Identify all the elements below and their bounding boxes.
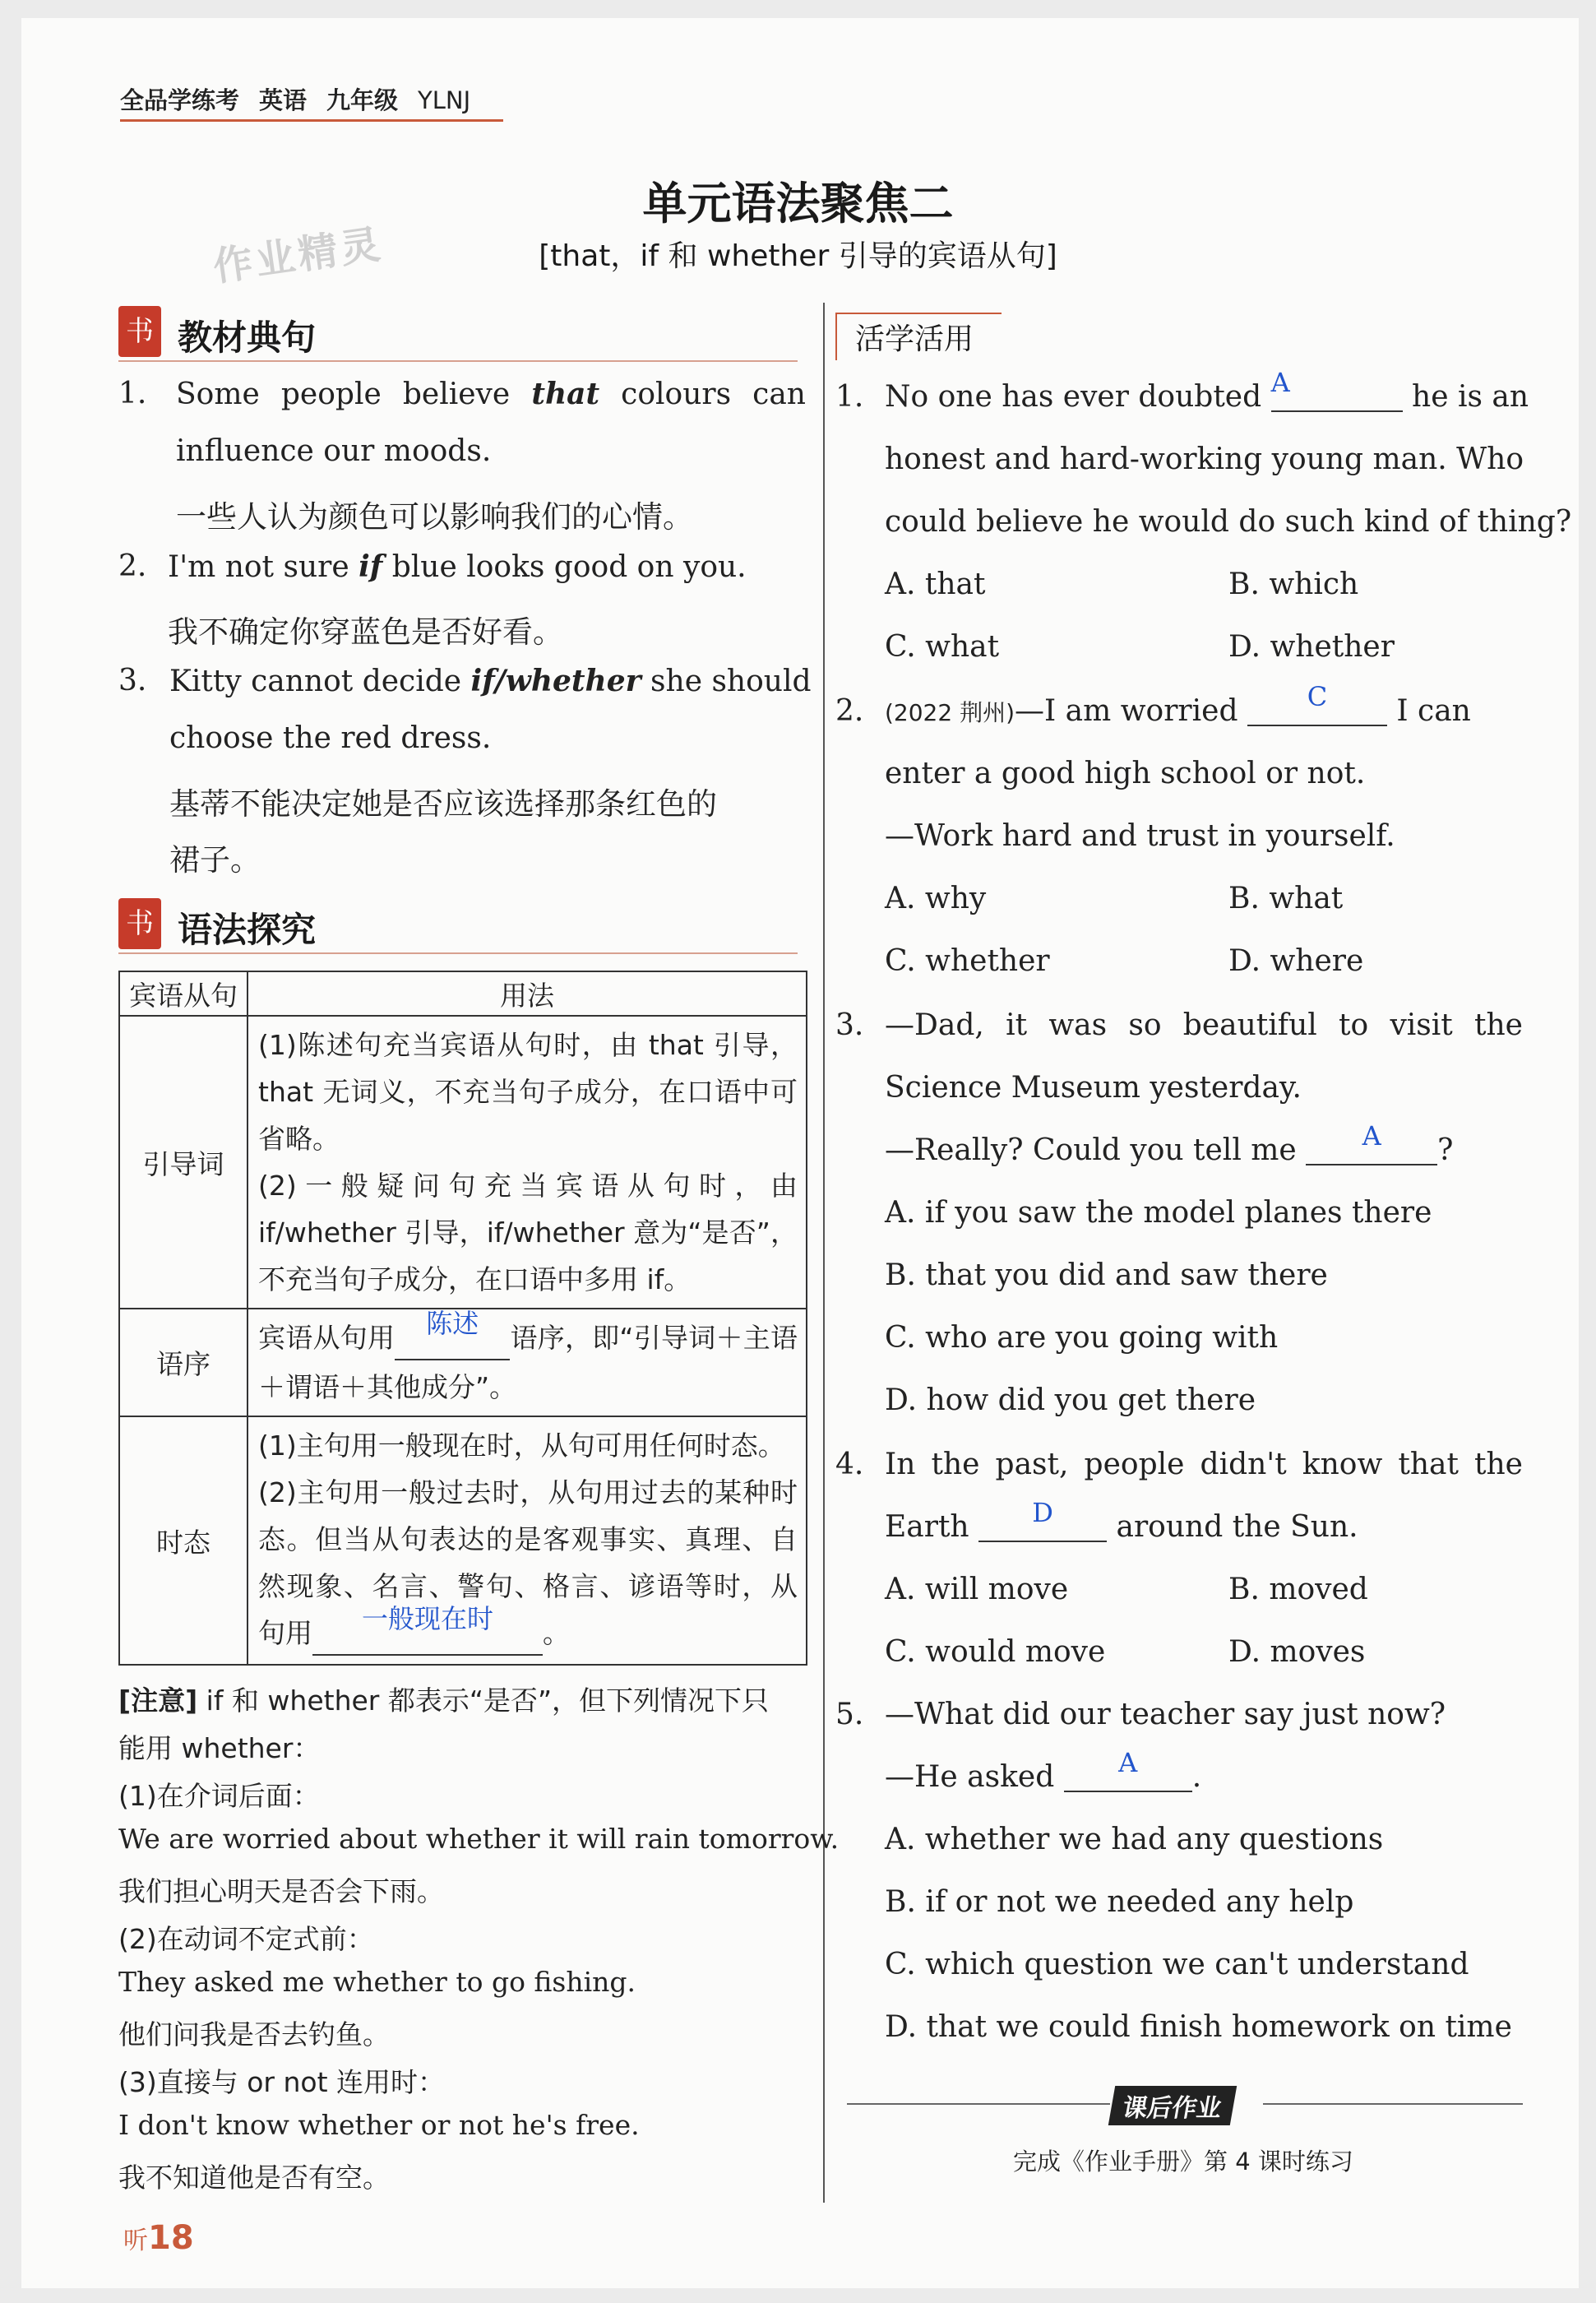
sentence-3-zh: 基蒂不能决定她是否应该选择那条红色的	[169, 786, 717, 822]
q4-number: 4.	[835, 1448, 864, 1481]
sentence-2-zh: 我不确定你穿蓝色是否好看。	[168, 614, 563, 650]
book-header	[120, 82, 490, 116]
page-subtitle: [that，if 和 whether 引导的宾语从句]	[539, 239, 1057, 273]
note-case-1: (1)在介词后面：	[118, 1780, 320, 1812]
q1-option-a[interactable]: A. that	[885, 568, 986, 601]
q2-option-d[interactable]: D. where	[1228, 944, 1364, 978]
q2-option-c[interactable]: C. whether	[885, 944, 1050, 978]
q4-stem: In the past, people didn't know that the	[885, 1448, 1523, 1481]
sentence-2-en: I'm not sure if blue looks good on you.	[168, 549, 747, 584]
q3-reply: —Really? Could you tell me A ?	[885, 1120, 1454, 1167]
sentence-1-number: 1.	[118, 377, 147, 410]
q2-option-b[interactable]: B. what	[1228, 882, 1344, 915]
note-case-3-translation: 我不知道他是否有空。	[118, 2162, 390, 2194]
table-header-usage: 用法	[247, 971, 807, 1016]
row-connectives-usage: (1)陈述句充当宾语从句时，由 that 引导，that 无词义，不充当句子成分，在口语中可省略。 (2)一般疑问句充当宾语从句时，由 if/whether 引导，if/whether 意为“是否”，不充当句子成分，在口语中多用 if。	[247, 1016, 807, 1309]
row-label-word-order: 语序	[119, 1309, 247, 1416]
section-title-practice: 活学活用	[855, 322, 974, 356]
note-case-2-example: They asked me whether to go fishing.	[118, 1966, 636, 1998]
answer-blank: 一般现在时	[361, 1603, 493, 1634]
q1-option-b[interactable]: B. which	[1228, 568, 1359, 601]
homework-badge: 课后作业	[1108, 2086, 1237, 2125]
homework-instruction: 完成《作业手册》第 4 课时练习	[1013, 2148, 1353, 2176]
q2-stem: (2022 荆州)—I am worried C I can	[885, 681, 1471, 728]
q1-stem-cont2: could believe he would do such kind of thing?	[885, 505, 1572, 539]
homework-rule-left	[847, 2103, 1110, 2105]
q5-option-a[interactable]: A. whether we had any questions	[885, 1823, 1384, 1856]
sentence-2-number: 2.	[118, 549, 147, 583]
book-icon: 书	[118, 306, 161, 357]
note-heading: [注意] if 和 whether 都表示“是否”，但下列情况下只	[118, 1684, 770, 1717]
q3-stem: —Dad, it was so beautiful to visit the	[885, 1008, 1523, 1042]
header-underline	[120, 119, 503, 122]
row-label-connectives: 引导词	[119, 1016, 247, 1309]
q1-option-c[interactable]: C. what	[885, 630, 1000, 664]
sentence-3-number: 3.	[118, 664, 147, 697]
note-case-1-translation: 我们担心明天是否会下雨。	[118, 1875, 444, 1907]
sentence-3-en-cont: choose the red dress.	[169, 721, 492, 755]
row-label-tense: 时态	[119, 1416, 247, 1665]
watermark: 作业精灵	[210, 220, 386, 291]
q4-answer: D	[1032, 1497, 1053, 1528]
q1-option-d[interactable]: D. whether	[1228, 630, 1395, 664]
q4-option-b[interactable]: B. moved	[1228, 1573, 1368, 1606]
section-underline	[118, 360, 798, 362]
q3-option-b[interactable]: B. that you did and saw there	[885, 1258, 1328, 1292]
row-tense-usage: (1)主句用一般现在时，从句可用任何时态。 (2)主句用一般过去时，从句用过去的某种时态。但当从句表达的是客观事实、真理、自然现象、名言、警句、格言、谚语等时，从句用 一般现在时 。	[247, 1416, 807, 1665]
q2-reply: —Work hard and trust in yourself.	[885, 819, 1395, 853]
q1-answer: A	[1270, 367, 1290, 398]
note-case-3: (3)直接与 or not 连用时：	[118, 2066, 446, 2098]
q2-number: 2.	[835, 694, 864, 728]
q3-option-a[interactable]: A. if you saw the model planes there	[885, 1196, 1432, 1230]
section-title-textbook-sentences: 教材典句	[178, 317, 317, 358]
subject: 英语	[259, 86, 308, 114]
sentence-3-zh-cont: 裙子。	[169, 842, 261, 878]
q4-stem-cont: Earth D around the Sun.	[885, 1497, 1358, 1544]
q5-option-c[interactable]: C. which question we can't understand	[885, 1948, 1469, 1981]
q5-answer: A	[1118, 1747, 1138, 1778]
q1-stem: No one has ever doubted A he is an	[885, 367, 1529, 414]
q4-option-a[interactable]: A. will move	[885, 1573, 1069, 1606]
q3-answer: A	[1362, 1120, 1381, 1152]
homework-rule-right	[1263, 2103, 1523, 2105]
q5-number: 5.	[835, 1698, 864, 1731]
sentence-1-zh: 一些人认为颜色可以影响我们的心情。	[176, 499, 693, 535]
q1-number: 1.	[835, 380, 864, 414]
q5-option-b[interactable]: B. if or not we needed any help	[885, 1885, 1354, 1919]
edition: YLNJ	[418, 86, 471, 114]
series-name: 全品学练考	[120, 86, 240, 114]
q2-option-a[interactable]: A. why	[885, 882, 987, 915]
q4-option-c[interactable]: C. would move	[885, 1635, 1106, 1669]
sentence-3-en: Kitty cannot decide if/whether she should	[169, 664, 812, 698]
note-case-2-translation: 他们问我是否去钓鱼。	[118, 2018, 390, 2050]
table-header-clause: 宾语从句	[119, 971, 247, 1016]
q5-reply: —He asked A .	[885, 1747, 1202, 1794]
note-case-3-example: I don't know whether or not he's free.	[118, 2109, 640, 2141]
q5-option-d[interactable]: D. that we could finish homework on time	[885, 2010, 1512, 2044]
q2-stem-cont: enter a good high school or not.	[885, 757, 1366, 790]
sentence-1-en-cont: influence our moods.	[176, 434, 492, 468]
grammar-table	[118, 971, 807, 1666]
note-heading-cont: 能用 whether：	[118, 1732, 321, 1764]
page-number: 听18	[123, 2219, 194, 2257]
q3-stem-cont: Science Museum yesterday.	[885, 1071, 1302, 1105]
row-word-order-usage: 宾语从句用 陈述 语序，即“引导词＋主语＋谓语＋其他成分”。	[247, 1309, 807, 1416]
section-underline	[118, 952, 798, 954]
q4-option-d[interactable]: D. moves	[1228, 1635, 1366, 1669]
page-title: 单元语法聚焦二	[642, 178, 954, 229]
note-case-2: (2)在动词不定式前：	[118, 1923, 374, 1955]
q1-stem-cont: honest and hard-working young man. Who	[885, 443, 1524, 476]
q5-stem: —What did our teacher say just now?	[885, 1698, 1446, 1731]
section-title-grammar: 语法探究	[178, 910, 317, 950]
book-icon: 书	[118, 898, 161, 949]
column-divider	[823, 303, 825, 2203]
note-case-1-example: We are worried about whether it will rain tomorrow.	[118, 1823, 840, 1855]
q3-option-d[interactable]: D. how did you get there	[885, 1383, 1256, 1417]
q3-option-c[interactable]: C. who are you going with	[885, 1321, 1279, 1355]
sentence-1-en: Some people believe that colours can	[176, 377, 806, 411]
grade: 九年级	[326, 86, 399, 114]
q2-answer: C	[1307, 681, 1328, 712]
answer-blank: 陈述	[426, 1308, 479, 1339]
q3-number: 3.	[835, 1008, 864, 1042]
